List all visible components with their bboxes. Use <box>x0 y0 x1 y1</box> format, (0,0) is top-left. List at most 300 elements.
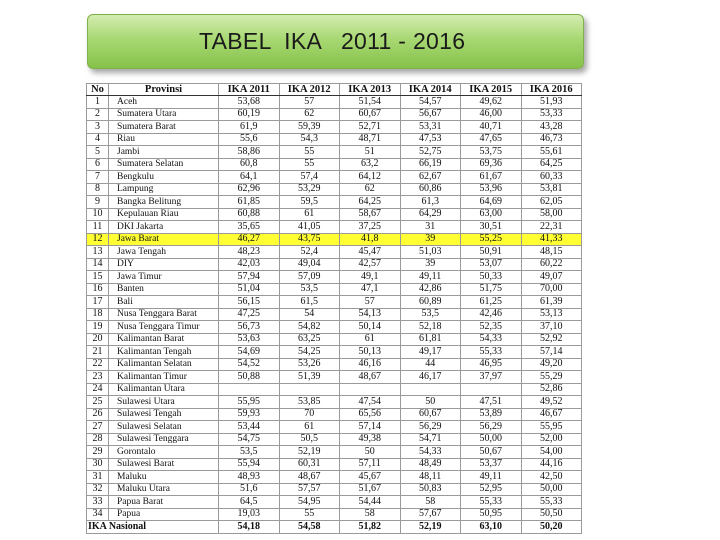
province-name: Bengkulu <box>109 171 219 184</box>
row-number: 4 <box>87 133 109 146</box>
province-name: Sulawesi Tengah <box>109 408 219 421</box>
ika-value-cell: 54,95 <box>279 496 340 509</box>
ika-value-cell: 59,5 <box>279 196 340 209</box>
province-name: Nusa Tenggara Timur <box>109 321 219 334</box>
ika-value-cell: 55,61 <box>521 146 582 159</box>
ika-value-cell: 50,95 <box>461 508 522 521</box>
table-row <box>87 121 582 134</box>
ika-value-cell: 58 <box>400 496 461 509</box>
ika-value-cell: 51,6 <box>219 483 280 496</box>
ika-value-cell: 54,71 <box>400 433 461 446</box>
ika-value-cell: 49,62 <box>461 96 522 109</box>
table-row-highlighted <box>87 233 582 246</box>
ika-value-cell: 58,67 <box>340 208 401 221</box>
table-row <box>87 271 582 284</box>
table-row <box>87 158 582 171</box>
ika-value-cell: 56,15 <box>219 296 280 309</box>
total-row <box>87 521 582 534</box>
ika-value-cell: 49,1 <box>340 271 401 284</box>
ika-value-cell: 41,8 <box>340 233 401 246</box>
ika-value-cell: 56,29 <box>461 421 522 434</box>
row-number: 28 <box>87 433 109 446</box>
total-value-cell: 52,19 <box>400 521 461 534</box>
column-header: No <box>87 84 109 96</box>
ika-value-cell: 52,00 <box>521 433 582 446</box>
ika-value-cell: 43,28 <box>521 121 582 134</box>
ika-value-cell: 60,88 <box>219 208 280 221</box>
table-row <box>87 183 582 196</box>
ika-value-cell: 63,2 <box>340 158 401 171</box>
row-number: 30 <box>87 458 109 471</box>
ika-value-cell: 57,14 <box>340 421 401 434</box>
row-number: 9 <box>87 196 109 209</box>
ika-value-cell: 53,29 <box>279 183 340 196</box>
ika-value-cell: 44,16 <box>521 458 582 471</box>
province-name: Sumatera Selatan <box>109 158 219 171</box>
ika-value-cell: 41,33 <box>521 233 582 246</box>
ika-value-cell: 30,51 <box>461 221 522 234</box>
table-row <box>87 358 582 371</box>
ika-value-cell: 42,86 <box>400 283 461 296</box>
table-row <box>87 346 582 359</box>
province-name: Sulawesi Utara <box>109 396 219 409</box>
ika-value-cell: 52,92 <box>521 333 582 346</box>
ika-value-cell: 55,25 <box>461 233 522 246</box>
ika-value-cell: 58,86 <box>219 146 280 159</box>
ika-value-cell: 54,3 <box>279 133 340 146</box>
ika-value-cell: 61 <box>340 333 401 346</box>
province-name: Kalimantan Barat <box>109 333 219 346</box>
ika-value-cell: 63,25 <box>279 333 340 346</box>
ika-value-cell: 52,35 <box>461 321 522 334</box>
ika-table <box>86 83 582 534</box>
table-row <box>87 221 582 234</box>
province-name: DKI Jakarta <box>109 221 219 234</box>
ika-value-cell: 54,69 <box>219 346 280 359</box>
ika-value-cell: 54,75 <box>219 433 280 446</box>
row-number: 25 <box>87 396 109 409</box>
ika-value-cell: 49,11 <box>400 271 461 284</box>
ika-value-cell: 42,50 <box>521 471 582 484</box>
ika-value-cell: 61,3 <box>400 196 461 209</box>
ika-value-cell: 61 <box>279 421 340 434</box>
ika-value-cell: 40,71 <box>461 121 522 134</box>
province-name: Lampung <box>109 183 219 196</box>
ika-value-cell: 58,00 <box>521 208 582 221</box>
row-number: 18 <box>87 308 109 321</box>
column-header: IKA 2015 <box>461 84 522 96</box>
ika-value-cell: 55,29 <box>521 371 582 384</box>
ika-value-cell: 41,05 <box>279 221 340 234</box>
ika-value-cell <box>400 383 461 396</box>
ika-value-cell: 55,95 <box>521 421 582 434</box>
ika-value-cell: 55,95 <box>219 396 280 409</box>
ika-value-cell: 52,86 <box>521 383 582 396</box>
table-row <box>87 471 582 484</box>
ika-value-cell: 45,47 <box>340 246 401 259</box>
ika-value-cell: 61,85 <box>219 196 280 209</box>
total-label: IKA Nasional <box>87 521 219 534</box>
ika-value-cell: 48,15 <box>521 246 582 259</box>
ika-value-cell: 51 <box>340 146 401 159</box>
ika-value-cell: 47,51 <box>461 396 522 409</box>
table-row <box>87 133 582 146</box>
ika-value-cell: 62,05 <box>521 196 582 209</box>
ika-value-cell: 50,88 <box>219 371 280 384</box>
ika-value-cell: 55,94 <box>219 458 280 471</box>
province-name: Kepulauan Riau <box>109 208 219 221</box>
ika-value-cell: 44 <box>400 358 461 371</box>
title-banner <box>87 14 584 69</box>
ika-value-cell: 48,93 <box>219 471 280 484</box>
province-name: Sulawesi Selatan <box>109 421 219 434</box>
province-name: Kalimantan Selatan <box>109 358 219 371</box>
ika-value-cell: 60,33 <box>521 171 582 184</box>
ika-value-cell: 53,5 <box>400 308 461 321</box>
ika-value-cell: 53,44 <box>219 421 280 434</box>
ika-value-cell: 48,67 <box>279 471 340 484</box>
row-number: 2 <box>87 108 109 121</box>
ika-value-cell: 55,33 <box>461 346 522 359</box>
ika-value-cell: 57,67 <box>400 508 461 521</box>
row-number: 22 <box>87 358 109 371</box>
ika-value-cell: 50,50 <box>521 508 582 521</box>
ika-value-cell: 61,5 <box>279 296 340 309</box>
row-number: 21 <box>87 346 109 359</box>
ika-value-cell: 54,52 <box>219 358 280 371</box>
ika-value-cell: 50,14 <box>340 321 401 334</box>
row-number: 15 <box>87 271 109 284</box>
table-row <box>87 458 582 471</box>
ika-value-cell: 42,03 <box>219 258 280 271</box>
ika-value-cell: 51,67 <box>340 483 401 496</box>
row-number: 29 <box>87 446 109 459</box>
ika-value-cell: 51,93 <box>521 96 582 109</box>
column-header: IKA 2014 <box>400 84 461 96</box>
province-name: Bali <box>109 296 219 309</box>
row-number: 12 <box>87 233 109 246</box>
ika-value-cell: 51,03 <box>400 246 461 259</box>
row-number: 1 <box>87 96 109 109</box>
ika-value-cell: 55,6 <box>219 133 280 146</box>
ika-value-cell: 52,71 <box>340 121 401 134</box>
row-number: 16 <box>87 283 109 296</box>
ika-value-cell: 48,23 <box>219 246 280 259</box>
row-number: 10 <box>87 208 109 221</box>
table-row <box>87 396 582 409</box>
ika-value-cell: 51,04 <box>219 283 280 296</box>
ika-value-cell: 57 <box>340 296 401 309</box>
ika-value-cell: 50,5 <box>279 433 340 446</box>
ika-value-cell: 61,9 <box>219 121 280 134</box>
ika-value-cell: 47,53 <box>400 133 461 146</box>
page-title: TABEL IKA 2011 - 2016 <box>199 28 466 54</box>
ika-value-cell: 50 <box>340 446 401 459</box>
ika-value-cell: 53,81 <box>521 183 582 196</box>
province-name: Maluku <box>109 471 219 484</box>
ika-value-cell: 55,33 <box>521 496 582 509</box>
ika-value-cell: 65,56 <box>340 408 401 421</box>
ika-value-cell: 47,54 <box>340 396 401 409</box>
table-row <box>87 96 582 109</box>
ika-value-cell: 48,71 <box>340 133 401 146</box>
ika-value-cell: 50,00 <box>461 433 522 446</box>
total-value-cell: 51,82 <box>340 521 401 534</box>
ika-value-cell: 50,33 <box>461 271 522 284</box>
ika-value-cell <box>340 383 401 396</box>
ika-value-cell <box>219 383 280 396</box>
ika-value-cell: 56,67 <box>400 108 461 121</box>
ika-value-cell: 53,13 <box>521 308 582 321</box>
row-number: 13 <box>87 246 109 259</box>
ika-value-cell: 54,44 <box>340 496 401 509</box>
table-row <box>87 421 582 434</box>
column-header: IKA 2011 <box>219 84 280 96</box>
ika-value-cell: 57,14 <box>521 346 582 359</box>
table-row <box>87 108 582 121</box>
ika-value-cell: 58 <box>340 508 401 521</box>
ika-value-cell: 62,67 <box>400 171 461 184</box>
row-number: 3 <box>87 121 109 134</box>
ika-value-cell <box>461 383 522 396</box>
province-name: Gorontalo <box>109 446 219 459</box>
province-name: Sulawesi Tenggara <box>109 433 219 446</box>
ika-value-cell: 64,69 <box>461 196 522 209</box>
table-row <box>87 258 582 271</box>
total-value-cell: 63,10 <box>461 521 522 534</box>
ika-value-cell: 60,67 <box>400 408 461 421</box>
table-row <box>87 196 582 209</box>
ika-value-cell: 61,67 <box>461 171 522 184</box>
province-name: Sulawesi Barat <box>109 458 219 471</box>
ika-value-cell: 37,10 <box>521 321 582 334</box>
ika-value-cell: 64,12 <box>340 171 401 184</box>
table-row <box>87 446 582 459</box>
table-row <box>87 321 582 334</box>
province-name: Bangka Belitung <box>109 196 219 209</box>
ika-value-cell: 43,75 <box>279 233 340 246</box>
ika-value-cell: 51,39 <box>279 371 340 384</box>
ika-value-cell: 61,25 <box>461 296 522 309</box>
ika-value-cell: 22,31 <box>521 221 582 234</box>
table-row <box>87 283 582 296</box>
ika-value-cell: 49,52 <box>521 396 582 409</box>
ika-value-cell: 57,57 <box>279 483 340 496</box>
ika-value-cell: 50,13 <box>340 346 401 359</box>
ika-value-cell: 49,11 <box>461 471 522 484</box>
province-name: Papua Barat <box>109 496 219 509</box>
province-name: Maluku Utara <box>109 483 219 496</box>
ika-value-cell: 60,86 <box>400 183 461 196</box>
ika-value-cell: 48,49 <box>400 458 461 471</box>
province-name: Sumatera Utara <box>109 108 219 121</box>
ika-value-cell: 53,85 <box>279 396 340 409</box>
ika-value-cell: 53,89 <box>461 408 522 421</box>
ika-value-cell: 53,68 <box>219 96 280 109</box>
table-row <box>87 333 582 346</box>
ika-value-cell: 70 <box>279 408 340 421</box>
ika-value-cell: 48,11 <box>400 471 461 484</box>
ika-value-cell: 46,17 <box>400 371 461 384</box>
ika-value-cell: 57,09 <box>279 271 340 284</box>
ika-value-cell: 54,33 <box>400 446 461 459</box>
ika-value-cell: 64,29 <box>400 208 461 221</box>
province-name: Nusa Tenggara Barat <box>109 308 219 321</box>
ika-value-cell: 54,00 <box>521 446 582 459</box>
row-number: 6 <box>87 158 109 171</box>
ika-value-cell: 59,39 <box>279 121 340 134</box>
province-name: Sumatera Barat <box>109 121 219 134</box>
ika-value-cell: 49,17 <box>400 346 461 359</box>
ika-value-cell: 57,11 <box>340 458 401 471</box>
total-value-cell: 50,20 <box>521 521 582 534</box>
ika-value-cell: 64,25 <box>521 158 582 171</box>
table-row <box>87 496 582 509</box>
province-name: Kalimantan Timur <box>109 371 219 384</box>
ika-value-cell: 53,33 <box>521 108 582 121</box>
table-row <box>87 408 582 421</box>
ika-value-cell: 49,38 <box>340 433 401 446</box>
province-name: Jambi <box>109 146 219 159</box>
ika-value-cell: 52,4 <box>279 246 340 259</box>
ika-value-cell: 19,03 <box>219 508 280 521</box>
ika-value-cell: 59,93 <box>219 408 280 421</box>
province-name: Banten <box>109 283 219 296</box>
ika-value-cell: 60,67 <box>340 108 401 121</box>
ika-value-cell: 57,94 <box>219 271 280 284</box>
ika-value-cell: 54,57 <box>400 96 461 109</box>
ika-value-cell: 47,1 <box>340 283 401 296</box>
table-row <box>87 296 582 309</box>
ika-value-cell: 52,75 <box>400 146 461 159</box>
province-name: Kalimantan Tengah <box>109 346 219 359</box>
ika-value-cell: 53,5 <box>279 283 340 296</box>
ika-value-cell: 50 <box>400 396 461 409</box>
table-row <box>87 508 582 521</box>
ika-value-cell: 45,67 <box>340 471 401 484</box>
ika-value-cell: 70,00 <box>521 283 582 296</box>
table-row <box>87 146 582 159</box>
ika-value-cell: 66,19 <box>400 158 461 171</box>
ika-value-cell: 56,73 <box>219 321 280 334</box>
ika-value-cell: 47,65 <box>461 133 522 146</box>
row-number: 27 <box>87 421 109 434</box>
ika-value-cell: 53,07 <box>461 258 522 271</box>
ika-value-cell: 56,29 <box>400 421 461 434</box>
ika-value-cell: 39 <box>400 258 461 271</box>
row-number: 17 <box>87 296 109 309</box>
province-name: Jawa Tengah <box>109 246 219 259</box>
ika-value-cell: 60,8 <box>219 158 280 171</box>
ika-value-cell: 46,00 <box>461 108 522 121</box>
ika-value-cell: 62 <box>340 183 401 196</box>
row-number: 8 <box>87 183 109 196</box>
province-name: Jawa Barat <box>109 233 219 246</box>
ika-value-cell: 64,5 <box>219 496 280 509</box>
ika-value-cell: 50,83 <box>400 483 461 496</box>
table-row <box>87 246 582 259</box>
ika-value-cell: 39 <box>400 233 461 246</box>
column-header: IKA 2016 <box>521 84 582 96</box>
ika-value-cell: 52,18 <box>400 321 461 334</box>
column-header: Provinsi <box>109 84 219 96</box>
row-number: 33 <box>87 496 109 509</box>
ika-value-cell: 48,67 <box>340 371 401 384</box>
ika-value-cell: 64,25 <box>340 196 401 209</box>
ika-value-cell: 61,39 <box>521 296 582 309</box>
column-header: IKA 2012 <box>279 84 340 96</box>
ika-value-cell: 54,82 <box>279 321 340 334</box>
ika-value-cell: 51,75 <box>461 283 522 296</box>
ika-value-cell: 52,19 <box>279 446 340 459</box>
ika-value-cell: 47,25 <box>219 308 280 321</box>
ika-value-cell: 49,20 <box>521 358 582 371</box>
ika-value-cell: 31 <box>400 221 461 234</box>
ika-value-cell: 50,67 <box>461 446 522 459</box>
ika-value-cell: 54 <box>279 308 340 321</box>
ika-value-cell: 53,63 <box>219 333 280 346</box>
ika-value-cell: 42,57 <box>340 258 401 271</box>
ika-value-cell: 53,31 <box>400 121 461 134</box>
column-header: IKA 2013 <box>340 84 401 96</box>
ika-value-cell: 54,33 <box>461 333 522 346</box>
province-name: DIY <box>109 258 219 271</box>
ika-value-cell: 60,19 <box>219 108 280 121</box>
row-number: 11 <box>87 221 109 234</box>
ika-value-cell: 57 <box>279 96 340 109</box>
ika-table-container <box>86 83 582 534</box>
table-row <box>87 383 582 396</box>
ika-value-cell: 51,54 <box>340 96 401 109</box>
province-name: Papua <box>109 508 219 521</box>
ika-value-cell: 53,5 <box>219 446 280 459</box>
ika-value-cell: 55 <box>279 146 340 159</box>
ika-value-cell: 53,26 <box>279 358 340 371</box>
ika-value-cell: 61 <box>279 208 340 221</box>
table-row <box>87 433 582 446</box>
table-row <box>87 171 582 184</box>
row-number: 20 <box>87 333 109 346</box>
table-body <box>87 96 582 534</box>
ika-value-cell: 55 <box>279 508 340 521</box>
ika-value-cell: 46,95 <box>461 358 522 371</box>
table-header-row <box>87 84 582 96</box>
ika-value-cell: 50,00 <box>521 483 582 496</box>
total-value-cell: 54,58 <box>279 521 340 534</box>
table-row <box>87 371 582 384</box>
ika-value-cell: 53,96 <box>461 183 522 196</box>
table-row <box>87 208 582 221</box>
row-number: 26 <box>87 408 109 421</box>
ika-value-cell: 54,25 <box>279 346 340 359</box>
total-value-cell: 54,18 <box>219 521 280 534</box>
ika-value-cell: 46,16 <box>340 358 401 371</box>
ika-value-cell <box>279 383 340 396</box>
ika-value-cell: 52,95 <box>461 483 522 496</box>
row-number: 5 <box>87 146 109 159</box>
ika-value-cell: 62,96 <box>219 183 280 196</box>
ika-value-cell: 35,65 <box>219 221 280 234</box>
ika-value-cell: 62 <box>279 108 340 121</box>
ika-value-cell: 63,00 <box>461 208 522 221</box>
row-number: 31 <box>87 471 109 484</box>
ika-value-cell: 53,75 <box>461 146 522 159</box>
ika-value-cell: 37,25 <box>340 221 401 234</box>
ika-value-cell: 60,22 <box>521 258 582 271</box>
ika-value-cell: 37,97 <box>461 371 522 384</box>
row-number: 34 <box>87 508 109 521</box>
row-number: 23 <box>87 371 109 384</box>
